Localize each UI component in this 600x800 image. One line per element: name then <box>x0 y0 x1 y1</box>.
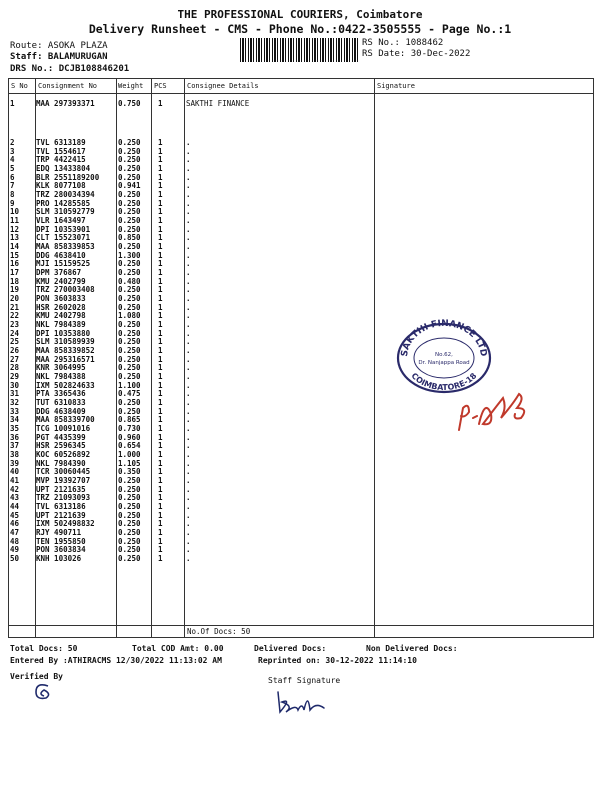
row-consignment: MAA 295316571 <box>36 354 95 364</box>
row-sno: 7 <box>10 181 15 191</box>
row-pcs: 1 <box>158 493 163 503</box>
row-pcs: 1 <box>158 337 163 347</box>
page-title: THE PROFESSIONAL COURIERS, Coimbatore <box>177 8 423 21</box>
row-weight: 1.000 <box>118 450 141 460</box>
row-consignment: DPI 10353880 <box>36 328 91 338</box>
row-weight: 0.250 <box>118 207 141 217</box>
row-pcs: 1 <box>158 294 163 304</box>
row-weight: 0.250 <box>118 493 141 503</box>
row-pcs: 1 <box>158 320 163 330</box>
row-sno: 2 <box>10 138 15 147</box>
consignee-placeholder-dot: . <box>186 285 191 295</box>
row-sno: 33 <box>10 406 20 416</box>
row-pcs: 1 <box>158 311 163 321</box>
row-consignment: MAA 858339700 <box>36 415 95 425</box>
row-weight: 0.850 <box>118 233 141 243</box>
row-weight: 0.250 <box>118 294 141 304</box>
consignee-placeholder-dot: . <box>186 536 191 546</box>
row-consignment: DDG 4638409 <box>36 406 86 416</box>
row-weight: 1.100 <box>118 380 141 390</box>
consignee-placeholder-dot: . <box>186 198 191 208</box>
row-weight: 0.250 <box>118 545 141 555</box>
row-sno: 44 <box>10 502 20 512</box>
rs-date: RS Date: 30-Dec-2022 <box>362 49 471 59</box>
row-consignment: TRP 4422415 <box>36 155 86 165</box>
row-weight: 0.250 <box>118 476 141 486</box>
row-consignment: TUT 6310833 <box>36 398 86 408</box>
consignee-placeholder-dot: . <box>186 354 191 364</box>
consignee-placeholder-dot: . <box>186 181 191 191</box>
row-sno: 50 <box>10 554 20 564</box>
row-weight: 0.250 <box>118 519 141 529</box>
row-pcs: 1 <box>158 181 163 191</box>
row-consignment: PON 3603833 <box>36 294 86 304</box>
row-pcs: 1 <box>158 380 163 390</box>
staff-signature <box>272 688 332 718</box>
row-weight: 0.250 <box>118 536 141 546</box>
row-sno: 28 <box>10 363 20 373</box>
row-sno: 41 <box>10 476 20 486</box>
staff-signature-label: Staff Signature <box>268 676 341 685</box>
row-pcs: 1 <box>158 406 163 416</box>
row-sno: 34 <box>10 415 20 425</box>
row-sno: 14 <box>10 242 20 252</box>
row-consignment: DPI 10353901 <box>36 224 91 234</box>
row-pcs: 1 <box>158 164 163 173</box>
barcode <box>240 38 358 62</box>
row-weight: 1.105 <box>118 458 141 468</box>
row-consignment: HSR 2602028 <box>36 302 86 312</box>
row-consignment: MVP 19392707 <box>36 476 91 486</box>
row-consignment: TRZ 280034394 <box>36 190 95 200</box>
row-sno: 4 <box>10 155 15 165</box>
row-weight: 0.250 <box>118 346 141 356</box>
col-divider <box>116 79 117 637</box>
row-sno: 31 <box>10 389 20 399</box>
stamp-top-text: SAKTHI FINANCE LTD <box>399 318 489 358</box>
route-label: Route: ASOKA PLAZA <box>10 41 108 51</box>
row-pcs: 1 <box>158 285 163 295</box>
col-header-consignee: Consignee Details <box>187 82 259 90</box>
row-weight: 0.250 <box>118 484 141 494</box>
delivered-docs: Delivered Docs: <box>254 644 327 653</box>
row-sno: 15 <box>10 250 20 260</box>
row-sno: 17 <box>10 268 20 278</box>
row-sno: 18 <box>10 276 20 286</box>
row-weight: 0.730 <box>118 424 141 434</box>
row-pcs: 1 <box>158 207 163 217</box>
row-pcs: 1 <box>158 450 163 460</box>
row-pcs: 1 <box>158 554 163 564</box>
row-weight: 1.300 <box>118 250 141 260</box>
row-consignment: TVL 6313186 <box>36 502 86 512</box>
row-weight: 0.250 <box>118 268 141 278</box>
row-sno: 49 <box>10 545 20 555</box>
consignee-placeholder-dot: . <box>186 155 191 165</box>
consignee-placeholder-dot: . <box>186 363 191 373</box>
row-consignment: RJY 490711 <box>36 528 82 538</box>
row-pcs: 1 <box>158 372 163 382</box>
row-consignment: KMU 2402799 <box>36 276 86 286</box>
row-weight: 0.250 <box>118 224 141 234</box>
row-consignment: PRO 14285585 <box>36 198 91 208</box>
row-consignment: TCR 30060445 <box>36 467 91 477</box>
row-consignment: SLM 310592779 <box>36 207 95 217</box>
row-consignment: IXM 502498832 <box>36 519 95 529</box>
consignee-placeholder-dot: . <box>186 190 191 200</box>
row-sno: 26 <box>10 346 20 356</box>
row-sno: 22 <box>10 311 20 321</box>
row-pcs: 1 <box>158 198 163 208</box>
stamp-line1: No.62, <box>435 352 453 358</box>
consignee-placeholder-dot: . <box>186 224 191 234</box>
row-pcs: 1 <box>158 172 163 182</box>
row-sno: 12 <box>10 224 20 234</box>
row-weight: 0.250 <box>118 363 141 373</box>
row-sno: 25 <box>10 337 20 347</box>
non-delivered-docs: Non Delivered Docs: <box>366 644 458 653</box>
row-pcs: 1 <box>158 441 163 451</box>
row-pcs: 1 <box>158 302 163 312</box>
consignee-placeholder-dot: . <box>186 528 191 538</box>
row-sno: 10 <box>10 207 20 217</box>
row-consignment: PGT 4435399 <box>36 432 86 442</box>
stamp-bottom-text: COIMBATORE-18 <box>409 371 479 393</box>
row-sno: 46 <box>10 519 20 529</box>
row-pcs: 1 <box>158 545 163 555</box>
row-consignment: UPT 2121635 <box>36 484 86 494</box>
row-pcs: 1 <box>158 484 163 494</box>
row-weight: 0.250 <box>118 337 141 347</box>
verifier-signature <box>28 680 58 704</box>
row-pcs: 1 <box>158 398 163 408</box>
row-sno: 43 <box>10 493 20 503</box>
row-consignment: KNR 3064995 <box>36 363 86 373</box>
row-pcs: 1 <box>158 415 163 425</box>
total-docs: Total Docs: 50 <box>10 644 78 653</box>
row-weight: 0.250 <box>118 146 141 156</box>
row-pcs: 1 <box>158 528 163 538</box>
row-pcs: 1 <box>158 424 163 434</box>
row-weight: 0.250 <box>118 372 141 382</box>
row-pcs: 1 <box>158 519 163 529</box>
consignee-placeholder-dot: . <box>186 146 191 156</box>
consignee-placeholder-dot: . <box>186 476 191 486</box>
consignee-placeholder-dot: . <box>186 450 191 460</box>
col-header-signature: Signature <box>377 82 415 90</box>
row-weight: 0.250 <box>118 302 141 312</box>
consignee-placeholder-dot: . <box>186 398 191 408</box>
consignee-placeholder-dot: . <box>186 554 191 564</box>
row-weight: 0.250 <box>118 138 141 147</box>
total-cod: Total COD Amt: 0.00 <box>132 644 224 653</box>
row-consignment: DDG 4638410 <box>36 250 86 260</box>
row-sno: 42 <box>10 484 20 494</box>
consignee-placeholder-dot: . <box>186 502 191 512</box>
row-pcs: 1 <box>158 99 163 108</box>
row-weight: 0.250 <box>118 259 141 269</box>
row-weight: 0.350 <box>118 467 141 477</box>
consignee-placeholder-dot: . <box>186 164 191 173</box>
consignee-placeholder-dot: . <box>186 467 191 477</box>
col-header-sno: S No <box>11 82 28 90</box>
row-sno: 45 <box>10 510 20 520</box>
footer-divider <box>9 625 593 626</box>
row-pcs: 1 <box>158 250 163 260</box>
consignee-placeholder-dot: . <box>186 250 191 260</box>
col-divider <box>151 79 152 637</box>
consignee-placeholder-dot: . <box>186 484 191 494</box>
consignee-placeholder-dot: . <box>186 441 191 451</box>
consignee-placeholder-dot: . <box>186 268 191 278</box>
row-weight: 0.475 <box>118 389 141 399</box>
row-weight: 0.250 <box>118 398 141 408</box>
consignee-placeholder-dot: . <box>186 233 191 243</box>
row-consignment: KLK 8077108 <box>36 181 86 191</box>
header-divider <box>9 93 593 94</box>
row-pcs: 1 <box>158 354 163 364</box>
row-pcs: 1 <box>158 155 163 165</box>
row-sno: 1 <box>10 99 15 108</box>
row-pcs: 1 <box>158 233 163 243</box>
row-weight: 0.250 <box>118 155 141 165</box>
consignee-placeholder-dot: . <box>186 207 191 217</box>
consignee-placeholder-dot: . <box>186 510 191 520</box>
row-sno: 30 <box>10 380 20 390</box>
row-pcs: 1 <box>158 328 163 338</box>
rs-number: RS No.: 1088462 <box>362 38 444 48</box>
row-weight: 0.941 <box>118 181 141 191</box>
row-sno: 48 <box>10 536 20 546</box>
row-consignment: MAA 297393371 <box>36 99 95 108</box>
row-sno: 8 <box>10 190 15 200</box>
row-consignment: VLR 1643497 <box>36 216 86 226</box>
row-weight: 0.654 <box>118 441 141 451</box>
row-consignee: SAKTHI FINANCE <box>186 99 250 108</box>
row-sno: 11 <box>10 216 20 226</box>
row-pcs: 1 <box>158 259 163 269</box>
row-sno: 6 <box>10 172 15 182</box>
consignee-placeholder-dot: . <box>186 458 191 468</box>
row-pcs: 1 <box>158 138 163 147</box>
row-weight: 0.865 <box>118 415 141 425</box>
row-weight: 0.250 <box>118 198 141 208</box>
row-sno: 3 <box>10 146 15 156</box>
entered-by: Entered By :ATHIRACMS 12/30/2022 11:13:02 AM <box>10 656 222 665</box>
row-sno: 21 <box>10 302 20 312</box>
row-consignment: NKL 7984388 <box>36 372 86 382</box>
row-consignment: MJI 15159525 <box>36 259 91 269</box>
consignee-placeholder-dot: . <box>186 216 191 226</box>
row-sno: 19 <box>10 285 20 295</box>
row-pcs: 1 <box>158 363 163 373</box>
row-pcs: 1 <box>158 502 163 512</box>
col-header-pcs: PCS <box>154 82 167 90</box>
row-consignment: SLM 310589939 <box>36 337 95 347</box>
row-pcs: 1 <box>158 510 163 520</box>
row-pcs: 1 <box>158 190 163 200</box>
consignee-placeholder-dot: . <box>186 372 191 382</box>
row-sno: 27 <box>10 354 20 364</box>
consignee-placeholder-dot: . <box>186 406 191 416</box>
col-header-consignment: Consignment No <box>38 82 98 90</box>
row-weight: 0.250 <box>118 328 141 338</box>
row-consignment: EDQ 13433804 <box>36 164 91 173</box>
row-consignment: NKL 7984390 <box>36 458 86 468</box>
consignee-placeholder-dot: . <box>186 138 191 147</box>
consignee-placeholder-dot: . <box>186 259 191 269</box>
row-sno: 24 <box>10 328 20 338</box>
row-weight: 0.250 <box>118 502 141 512</box>
row-pcs: 1 <box>158 458 163 468</box>
row-pcs: 1 <box>158 476 163 486</box>
row-weight: 0.250 <box>118 242 141 252</box>
row-sno: 36 <box>10 432 20 442</box>
staff-label: Staff: BALAMURUGAN <box>10 52 108 62</box>
row-weight: 0.250 <box>118 164 141 173</box>
row-weight: 0.250 <box>118 190 141 200</box>
row-sno: 40 <box>10 467 20 477</box>
row-weight: 0.250 <box>118 354 141 364</box>
row-weight: 0.250 <box>118 320 141 330</box>
consignee-placeholder-dot: . <box>186 424 191 434</box>
consignee-placeholder-dot: . <box>186 302 191 312</box>
col-divider <box>184 79 185 637</box>
row-sno: 23 <box>10 320 20 330</box>
row-sno: 13 <box>10 233 20 243</box>
consignee-placeholder-dot: . <box>186 380 191 390</box>
row-consignment: UPT 2121639 <box>36 510 86 520</box>
row-sno: 9 <box>10 198 15 208</box>
row-weight: 0.250 <box>118 510 141 520</box>
consignee-placeholder-dot: . <box>186 172 191 182</box>
row-consignment: BLR 2551189200 <box>36 172 100 182</box>
row-consignment: PON 3603834 <box>36 545 86 555</box>
row-weight: 0.960 <box>118 432 141 442</box>
row-consignment: PTA 3365436 <box>36 389 86 399</box>
row-consignment: KNH 103026 <box>36 554 82 564</box>
row-consignment: TRZ 270003408 <box>36 285 95 295</box>
row-weight: 0.480 <box>118 276 141 286</box>
row-consignment: MAA 858339852 <box>36 346 95 356</box>
row-consignment: MAA 858339853 <box>36 242 95 252</box>
row-sno: 20 <box>10 294 20 304</box>
consignee-placeholder-dot: . <box>186 328 191 338</box>
row-sno: 37 <box>10 441 20 451</box>
row-weight: 0.250 <box>118 285 141 295</box>
row-pcs: 1 <box>158 467 163 477</box>
row-pcs: 1 <box>158 276 163 286</box>
verified-by-label: Verified By <box>10 672 63 681</box>
drs-number: DRS No.: DCJB108846201 <box>10 64 130 74</box>
row-pcs: 1 <box>158 146 163 156</box>
row-pcs: 1 <box>158 536 163 546</box>
consignee-placeholder-dot: . <box>186 493 191 503</box>
row-pcs: 1 <box>158 346 163 356</box>
consignee-placeholder-dot: . <box>186 320 191 330</box>
col-header-weight: Weight <box>118 82 144 90</box>
row-consignment: IXM 502824633 <box>36 380 95 390</box>
row-sno: 29 <box>10 372 20 382</box>
row-consignment: KMU 2402798 <box>36 311 86 321</box>
consignee-placeholder-dot: . <box>186 276 191 286</box>
reprinted-on: Reprinted on: 30-12-2022 11:14:10 <box>258 656 417 665</box>
row-consignment: DPM 376867 <box>36 268 82 278</box>
consignee-placeholder-dot: . <box>186 346 191 356</box>
row-weight: 0.250 <box>118 216 141 226</box>
col-divider <box>374 79 375 637</box>
row-pcs: 1 <box>158 268 163 278</box>
stamp-line2: Dr. Nanjappa Road <box>418 360 470 366</box>
row-consignment: CLT 15523071 <box>36 233 91 243</box>
consignee-placeholder-dot: . <box>186 519 191 529</box>
runsheet-table <box>8 78 594 638</box>
consignee-placeholder-dot: . <box>186 337 191 347</box>
row-sno: 35 <box>10 424 20 434</box>
row-sno: 47 <box>10 528 20 538</box>
consignee-placeholder-dot: . <box>186 294 191 304</box>
consignee-placeholder-dot: . <box>186 242 191 252</box>
row-consignment: TEN 1955850 <box>36 536 86 546</box>
row-weight: 1.080 <box>118 311 141 321</box>
row-pcs: 1 <box>158 432 163 442</box>
row-weight: 0.750 <box>118 99 141 108</box>
red-signature <box>455 378 535 438</box>
row-pcs: 1 <box>158 242 163 252</box>
consignee-placeholder-dot: . <box>186 389 191 399</box>
consignee-placeholder-dot: . <box>186 545 191 555</box>
row-sno: 38 <box>10 450 20 460</box>
row-pcs: 1 <box>158 389 163 399</box>
consignee-placeholder-dot: . <box>186 311 191 321</box>
consignee-placeholder-dot: . <box>186 432 191 442</box>
row-consignment: HSR 2596345 <box>36 441 86 451</box>
row-weight: 0.250 <box>118 554 141 564</box>
row-sno: 16 <box>10 259 20 269</box>
page-subtitle: Delivery Runsheet - CMS - Phone No.:0422-3505555 - Page No.:1 <box>88 22 512 36</box>
row-sno: 32 <box>10 398 20 408</box>
row-weight: 0.250 <box>118 406 141 416</box>
row-consignment: TVL 6313189 <box>36 138 86 147</box>
row-weight: 0.250 <box>118 172 141 182</box>
row-sno: 39 <box>10 458 20 468</box>
no-of-docs: No.Of Docs: 50 <box>187 627 251 636</box>
row-consignment: TCG 10091016 <box>36 424 91 434</box>
consignee-placeholder-dot: . <box>186 415 191 425</box>
row-consignment: TRZ 21093093 <box>36 493 91 503</box>
row-consignment: TVL 1554617 <box>36 146 86 156</box>
row-consignment: NKL 7984389 <box>36 320 86 330</box>
row-consignment: KOC 60526892 <box>36 450 91 460</box>
row-weight: 0.250 <box>118 528 141 538</box>
row-pcs: 1 <box>158 224 163 234</box>
row-pcs: 1 <box>158 216 163 226</box>
row-sno: 5 <box>10 164 15 173</box>
